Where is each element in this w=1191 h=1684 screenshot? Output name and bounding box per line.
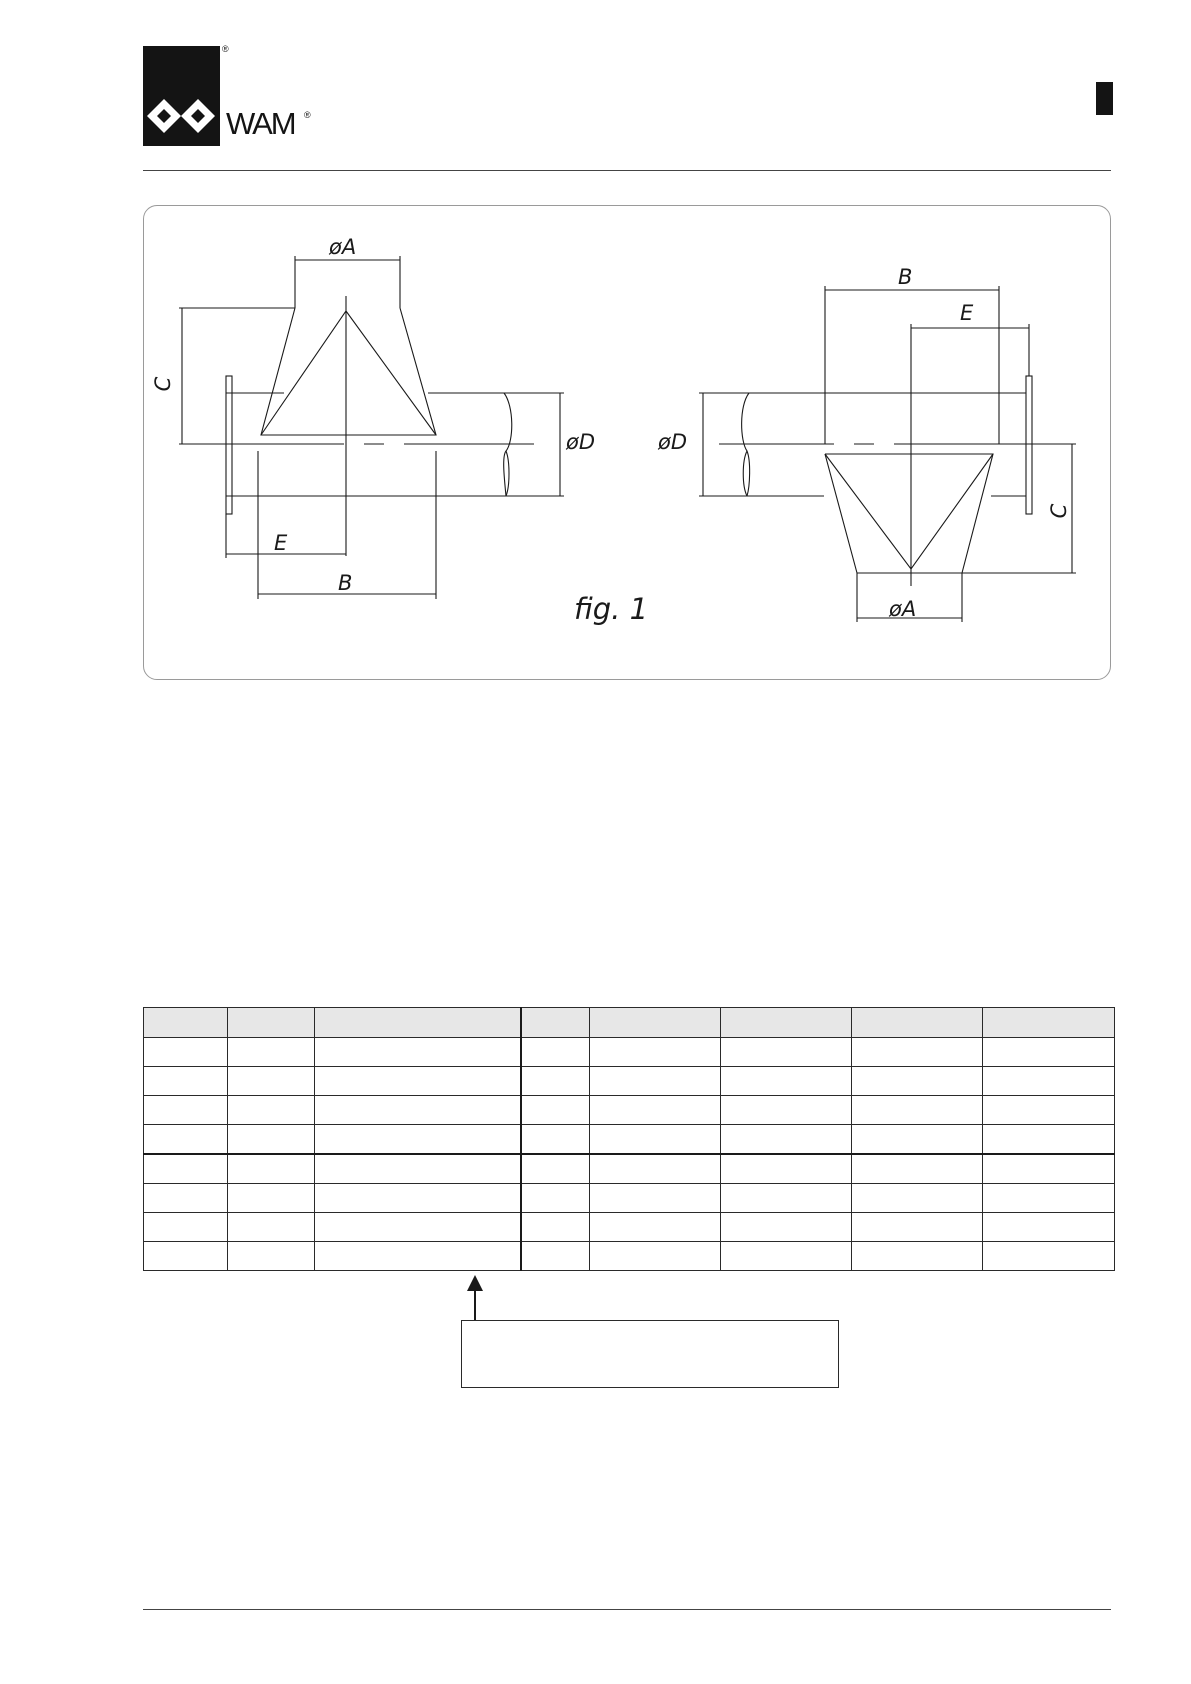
table-cell xyxy=(228,1125,315,1155)
table-header-row xyxy=(144,1008,1115,1038)
header-cell xyxy=(983,1008,1115,1038)
table-cell xyxy=(590,1067,721,1096)
table-cell xyxy=(521,1242,590,1271)
table-cell xyxy=(590,1125,721,1155)
table-cell xyxy=(228,1096,315,1125)
table-cell xyxy=(983,1096,1115,1125)
table-cell xyxy=(590,1213,721,1242)
table-cell xyxy=(983,1184,1115,1213)
table-cell xyxy=(852,1067,983,1096)
section-tab-marker xyxy=(1096,82,1113,115)
header-cell xyxy=(590,1008,721,1038)
right-e-label: E xyxy=(960,301,974,325)
right-c-label: C xyxy=(1047,503,1071,519)
table-cell xyxy=(521,1038,590,1067)
registered-mark: ® xyxy=(222,44,229,54)
table-cell xyxy=(590,1184,721,1213)
footer-rule xyxy=(143,1609,1111,1610)
table-cell xyxy=(983,1154,1115,1184)
table-cell xyxy=(721,1125,852,1155)
header-cell xyxy=(228,1008,315,1038)
table-cell xyxy=(315,1242,521,1271)
right-b-label: B xyxy=(898,265,913,289)
wam-logo-mark xyxy=(143,46,220,146)
table-cell xyxy=(721,1184,852,1213)
table-cell xyxy=(144,1067,228,1096)
table-row xyxy=(144,1125,1115,1155)
brand-name: WAM xyxy=(226,106,295,141)
left-a-label: øA xyxy=(329,235,357,259)
table-cell xyxy=(521,1184,590,1213)
right-a-label: øA xyxy=(889,597,917,621)
table-cell xyxy=(721,1242,852,1271)
table-cell xyxy=(852,1096,983,1125)
table-cell xyxy=(315,1067,521,1096)
table-row xyxy=(144,1242,1115,1271)
figure-frame xyxy=(143,205,1111,680)
table-cell xyxy=(228,1067,315,1096)
table-cell xyxy=(721,1154,852,1184)
table-cell xyxy=(315,1125,521,1155)
table-row xyxy=(144,1184,1115,1213)
callout-arrow-line xyxy=(474,1288,476,1321)
dimension-labels xyxy=(144,206,1112,681)
table-cell xyxy=(521,1096,590,1125)
header-rule xyxy=(143,170,1111,171)
header-cell xyxy=(521,1008,590,1038)
table-cell xyxy=(983,1213,1115,1242)
table-cell xyxy=(852,1242,983,1271)
table-cell xyxy=(521,1067,590,1096)
table-row xyxy=(144,1096,1115,1125)
left-c-label: C xyxy=(151,376,175,392)
table-cell xyxy=(852,1213,983,1242)
table-cell xyxy=(144,1242,228,1271)
table-cell xyxy=(590,1096,721,1125)
table-cell xyxy=(144,1096,228,1125)
header-cell xyxy=(315,1008,521,1038)
table-cell xyxy=(721,1096,852,1125)
table-cell xyxy=(983,1067,1115,1096)
table-cell xyxy=(721,1213,852,1242)
table-cell xyxy=(144,1125,228,1155)
left-d-label: øD xyxy=(566,430,596,454)
table-cell xyxy=(721,1067,852,1096)
table-cell xyxy=(983,1242,1115,1271)
table-row xyxy=(144,1038,1115,1067)
table-cell xyxy=(590,1154,721,1184)
table-cell xyxy=(721,1038,852,1067)
table-cell xyxy=(315,1154,521,1184)
figure-caption: fig. 1 xyxy=(574,592,649,626)
table-cell xyxy=(521,1125,590,1155)
table-cell xyxy=(983,1125,1115,1155)
table-cell xyxy=(228,1154,315,1184)
table-cell xyxy=(144,1213,228,1242)
table-cell xyxy=(521,1213,590,1242)
dimension-table xyxy=(143,1007,1115,1271)
header-cell xyxy=(852,1008,983,1038)
table-cell xyxy=(852,1125,983,1155)
left-b-label: B xyxy=(338,571,353,595)
table-row xyxy=(144,1154,1115,1184)
table-cell xyxy=(228,1213,315,1242)
table-cell xyxy=(144,1184,228,1213)
right-d-label: øD xyxy=(658,430,688,454)
table-cell xyxy=(852,1184,983,1213)
table-cell xyxy=(228,1184,315,1213)
table-cell xyxy=(315,1096,521,1125)
registered-mark-brand: ® xyxy=(304,110,311,120)
table-cell xyxy=(144,1038,228,1067)
table-cell xyxy=(315,1038,521,1067)
callout-box xyxy=(461,1320,839,1388)
table-cell xyxy=(315,1184,521,1213)
table-cell xyxy=(315,1213,521,1242)
table-cell xyxy=(521,1154,590,1184)
table-cell xyxy=(590,1038,721,1067)
table-cell xyxy=(852,1038,983,1067)
header-cell xyxy=(721,1008,852,1038)
table-cell xyxy=(228,1038,315,1067)
table-cell xyxy=(852,1154,983,1184)
left-e-label: E xyxy=(274,531,288,555)
table-cell xyxy=(983,1038,1115,1067)
table-cell xyxy=(590,1242,721,1271)
table-cell xyxy=(228,1242,315,1271)
header-cell xyxy=(144,1008,228,1038)
table-row xyxy=(144,1067,1115,1096)
diamond-logo-icon xyxy=(143,46,220,146)
table-cell xyxy=(144,1154,228,1184)
table-row xyxy=(144,1213,1115,1242)
